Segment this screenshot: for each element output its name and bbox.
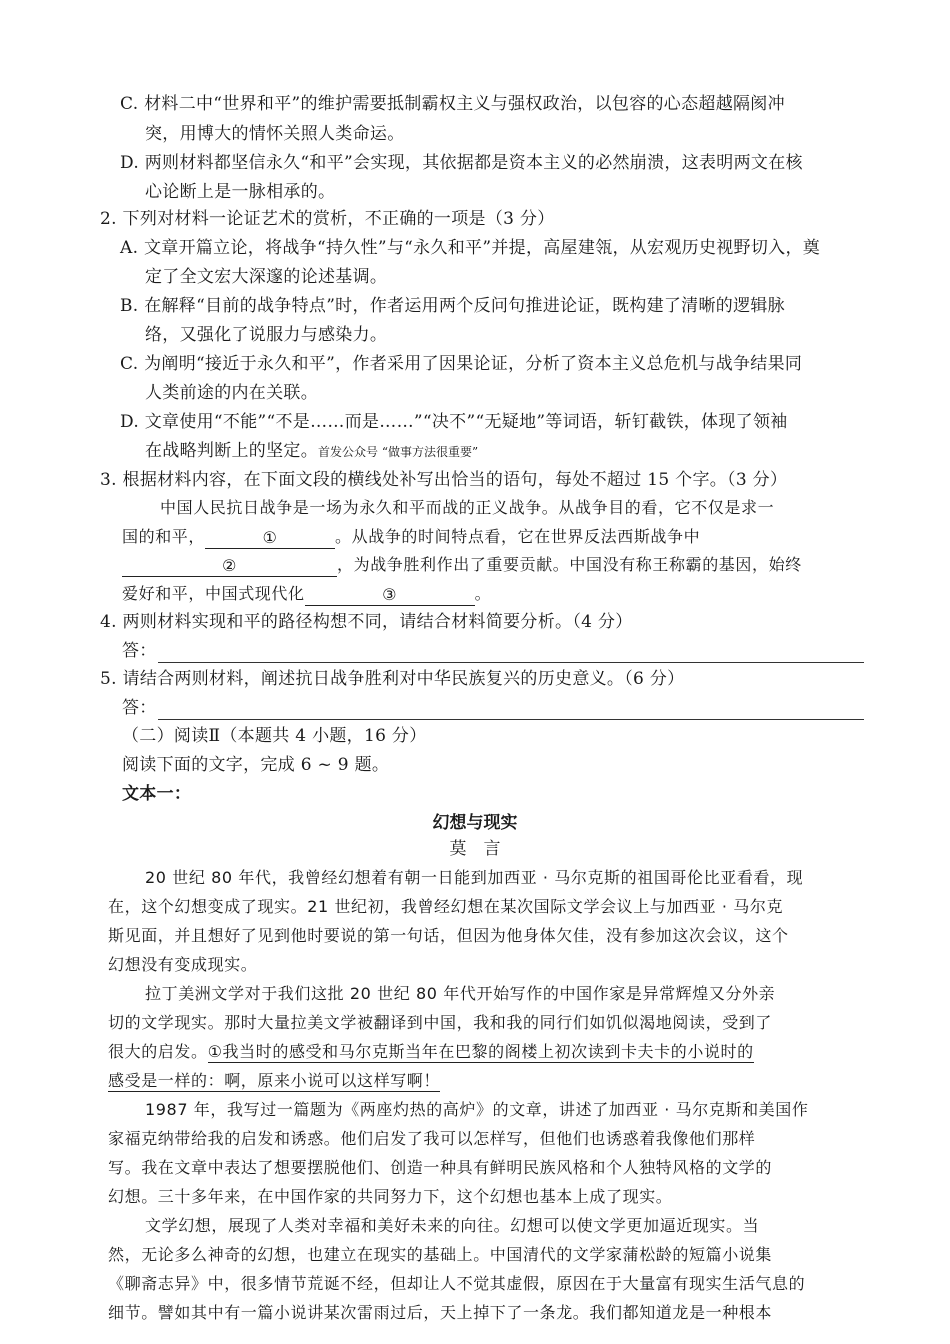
- q1-option-d-line2: 心论断上是一脉相承的。: [145, 182, 336, 202]
- q3-blank-1-marker: ①: [262, 528, 278, 547]
- article-p3-line3: 写。我在文章中表达了想要摆脱他们、创造一种具有鲜明民族风格和个人独特风格的文学的: [108, 1158, 773, 1177]
- q2-option-c-line2: 人类前途的内在关联。: [145, 383, 318, 403]
- q3-text-c: ，为战争胜利作出了重要贡献。中国没有称王称霸的基因，始终: [337, 555, 802, 574]
- q3-blank-3-marker: ③: [382, 585, 398, 604]
- q2-option-d-text: 在战略判断上的坚定。: [145, 441, 318, 461]
- article-p1-line1: 20 世纪 80 年代，我曾经幻想着有朝一日能到加西亚 · 马尔克斯的祖国哥伦比亚看看，现: [145, 868, 804, 887]
- article-p4-line1: 文学幻想，展现了人类对幸福和美好未来的向往。幻想可以使文学更加逼近现实。当: [145, 1216, 760, 1235]
- q3-passage-line4: [122, 582, 491, 606]
- q3-blank-3[interactable]: [305, 583, 475, 606]
- article-title: 幻想与现实: [432, 813, 518, 833]
- q5-stem: 5. 请结合两则材料，阐述抗日战争胜利对中华民族复兴的历史意义。（6 分）: [100, 669, 685, 689]
- article-p1-line3: 斯见面，并且想好了见到他时要说的第一句话，但因为他身体欠佳，没有参加这次会议，这个: [108, 926, 789, 945]
- article-p4-line2: 然，无论多么神奇的幻想，也建立在现实的基础上。中国清代的文学家蒲松龄的短篇小说集: [108, 1245, 773, 1264]
- q5-answer-label: 答：: [122, 698, 157, 718]
- q2-option-a-line1: A. 文章开篇立论，将战争“持久性”与“永久和平”并提，高屋建瓴，从宏观历史视野切入，奠: [120, 238, 821, 258]
- article-p1-line2: 在，这个幻想变成了现实。21 世纪初，我曾经幻想在某次国际文学会议上与加西亚 · 马尔克: [108, 897, 784, 916]
- q3-passage-line2: [122, 525, 700, 549]
- q1-option-d-line1: D. 两则材料都坚信永久“和平”会实现，其依据都是资本主义的必然崩溃，这表明两文在核: [120, 153, 803, 173]
- article-p2-line1: 拉丁美洲文学对于我们这批 20 世纪 80 年代开始写作的中国作家是异常辉煌又分外亲: [145, 984, 776, 1003]
- q3-text-a: 国的和平，: [122, 527, 206, 546]
- underlined-sentence-1-cont: 感受是一样的：啊，原来小说可以这样写啊！: [108, 1071, 441, 1090]
- q2-option-d-line2: [145, 439, 478, 464]
- q2-option-c-line1: C. 为阐明“接近于永久和平”，作者采用了因果论证，分析了资本主义总危机与战争结果同: [120, 354, 803, 374]
- q4-answer-label: 答：: [122, 641, 157, 661]
- article-p3-line4: 幻想。三十多年来，在中国作家的共同努力下，这个幻想也基本上成了现实。: [108, 1187, 673, 1206]
- text-one-label: 文本一：: [122, 784, 192, 804]
- q5-answer-line[interactable]: [158, 719, 864, 720]
- q2-option-d-line1: D. 文章使用“不能”“不是……而是……”“决不”“无疑地”等词语，斩钉截铁，体现了领袖: [120, 412, 788, 432]
- q1-option-c-line2: 突，用博大的情怀关照人类命运。: [145, 124, 405, 144]
- article-p4-line3: 《聊斋志异》中，很多情节荒诞不经，但却让人不觉其虚假，原因在于大量富有现实生活气息的: [108, 1274, 806, 1293]
- section2-title: （二）阅读Ⅱ（本题共 4 小题，16 分）: [122, 726, 427, 746]
- q4-stem: 4. 两则材料实现和平的路径构想不同，请结合材料简要分析。（4 分）: [100, 612, 633, 632]
- q3-blank-2[interactable]: [122, 554, 337, 577]
- q2-option-b-line2: 络，又强化了说服力与感染力。: [145, 325, 388, 345]
- underlined-sentence-1: ①我当时的感受和马尔克斯当年在巴黎的阁楼上初次读到卡夫卡的小说时的: [207, 1042, 754, 1061]
- q2-option-a-line2: 定了全文宏大深邃的论述基调。: [145, 267, 388, 287]
- q3-passage-line3: [122, 553, 802, 577]
- q3-text-b: 。从战争的时间特点看，它在世界反法西斯战争中: [335, 527, 701, 546]
- article-p3-line2: 家福克纳带给我的启发和诱惑。他们启发了我可以怎样写，但他们也诱惑着我像他们那样: [108, 1129, 756, 1148]
- article-p1-line4: 幻想没有变成现实。: [108, 955, 258, 974]
- q1-option-c-line1: C. 材料二中“世界和平”的维护需要抵制霸权主义与强权政治，以包容的心态超越隔阂冲: [120, 94, 785, 114]
- article-author: 莫 言: [449, 839, 501, 859]
- q2-option-b-line1: B. 在解释“目前的战争特点”时，作者运用两个反问句推进论证，既构建了清晰的逻辑脉: [120, 296, 785, 316]
- q2-stem: 2. 下列对材料一论证艺术的赏析，不正确的一项是（3 分）: [100, 209, 555, 229]
- q4-answer-line[interactable]: [158, 662, 864, 663]
- section2-instruction: 阅读下面的文字，完成 6 ~ 9 题。: [122, 755, 390, 775]
- article-p2-line3: [108, 1040, 754, 1064]
- article-p2-text: 很大的启发。: [108, 1042, 208, 1061]
- q3-passage-line1: 中国人民抗日战争是一场为永久和平而战的正义战争。从战争目的看，它不仅是求一: [160, 498, 775, 517]
- article-p2-line2: 切的文学现实。那时大量拉美文学被翻译到中国，我和我的同行们如饥似渴地阅读，受到了: [108, 1013, 773, 1032]
- q3-text-d: 爱好和平，中国式现代化: [122, 584, 305, 603]
- q3-blank-1[interactable]: [205, 526, 335, 549]
- q3-text-e: 。: [474, 584, 492, 603]
- watermark-note: 首发公众号 “做事方法很重要”: [318, 445, 479, 459]
- article-p2-line4: [108, 1069, 440, 1093]
- article-p3-line1: 1987 年，我写过一篇题为《两座灼热的高炉》的文章，讲述了加西亚 · 马尔克斯和美国作: [145, 1100, 809, 1119]
- article-p4-line4: 细节。譬如其中有一篇小说讲某次雷雨过后，天上掉下了一条龙。我们都知道龙是一种根本: [108, 1303, 773, 1322]
- q3-blank-2-marker: ②: [222, 556, 237, 575]
- q3-stem: 3. 根据材料内容，在下面文段的横线处补写出恰当的语句，每处不超过 15 个字。（3 分）: [100, 470, 788, 490]
